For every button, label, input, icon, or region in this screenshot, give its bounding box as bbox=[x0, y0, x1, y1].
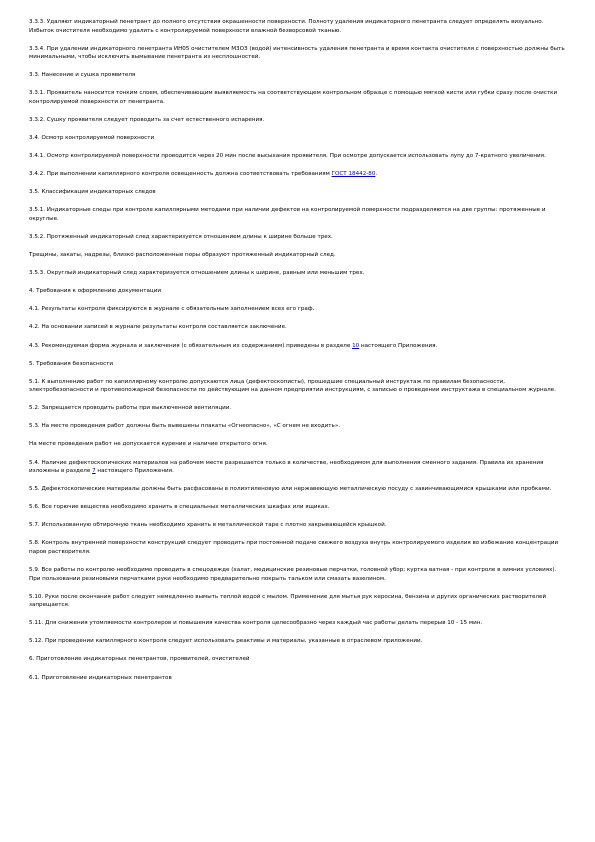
paragraph-text: 3.5.2. Протяженный индикаторный след характеризуется отношением длины к ширине больше трех. bbox=[29, 233, 333, 240]
document-reference-link[interactable]: ГОСТ 18442-80 bbox=[331, 171, 376, 178]
paragraph-text: 5.8. Контроль внутренней поверхности конструкций следует проводить при постоянной подаче свежего воздуха внутрь контролируемого изделия во избежание концентрации паров растворителя. bbox=[29, 540, 559, 555]
document-reference-link[interactable]: 7 bbox=[92, 468, 96, 475]
paragraph bbox=[29, 233, 567, 242]
paragraph-text: 6. Приготовление индикаторных пенетрантов, проявителей, очистителей bbox=[29, 656, 250, 663]
paragraph-text: Трещины, закаты, надрезы, близко расположенные поры образуют протяженный индикаторный след. bbox=[29, 252, 336, 259]
paragraph-text: 3.3. Нанесение и сушка проявителя bbox=[29, 72, 136, 79]
paragraph-text: 3.3.4. При удалении индикаторного пенетранта ИН05 очистителем М3ОЗ (водой) интенсивность удаления пенетранта и время контакта очистителя с поверхностью должны быть минимальными, чтобы исключить вымывание пенетранта из несплошностей. bbox=[29, 45, 565, 61]
paragraph bbox=[29, 440, 567, 449]
paragraph-text: 5.11. Для снижения утомляемости контролеров и повышения качества контроля целесообразно через каждый час работы делать перерыв 10 - 15 мин. bbox=[29, 620, 483, 627]
paragraph bbox=[29, 287, 567, 296]
paragraph bbox=[29, 170, 567, 179]
paragraph-text: На месте проведения работ не допускается курение и наличие открытого огня. bbox=[29, 441, 268, 448]
paragraph-text: 5.5. Дефектоскопические материалы должны быть расфасованы в полиэтиленовую или нержавеющую металлическую посуду с завинчивающимися крышками или пробками. bbox=[29, 486, 552, 493]
paragraph bbox=[29, 619, 567, 628]
paragraph-text: 4.3. Рекомендуемая форма журнала и заключения (с обязательным их содержанием) приведены в разделе bbox=[29, 342, 353, 349]
paragraph bbox=[29, 188, 567, 197]
paragraph bbox=[29, 503, 567, 512]
paragraph bbox=[29, 485, 567, 494]
paragraph bbox=[29, 134, 567, 143]
paragraph bbox=[29, 637, 567, 646]
paragraph bbox=[29, 593, 567, 610]
paragraph bbox=[29, 539, 567, 556]
document-reference-link[interactable]: 10 bbox=[352, 342, 360, 349]
paragraph bbox=[29, 305, 567, 314]
paragraph-text-tail: настоящего Приложения. bbox=[95, 468, 174, 475]
paragraph-text: 3.3.2. Сушку проявителя следует проводить за счет естественного испарения. bbox=[29, 116, 265, 123]
paragraph-text: 3.4.1. Осмотр контролируемой поверхности проводится через 20 мин после высыхания проявителя. При осмотре допускается использовать лупу до 7-кратного увеличения. bbox=[29, 153, 546, 160]
paragraph-text: 5. Требования безопасности bbox=[29, 360, 114, 367]
paragraph bbox=[29, 116, 567, 125]
paragraph-text: 5.12. При проведении капиллярного контроля следует использовать реактивы и материалы, указанные в отраслевом приложении. bbox=[29, 638, 423, 645]
paragraph-text: 5.7. Использованную обтирочную ткань необходимо хранить в металлической таре с плотно закрывающейся крышкой. bbox=[29, 522, 387, 529]
paragraph-text: 3.3.3. Удаляют индикаторный пенетрант до полного отсутствия окрашенности поверхности. Полноту удаления индикаторного пенетранта следует определять визуально. Избыток очистителя необходимо удалить с контролируемой поверхности влажной безворсовой тканью. bbox=[29, 19, 544, 34]
paragraph bbox=[29, 674, 567, 683]
paragraph-text: 5.6. Все горючие вещества необходимо хранить в специальных металлических шкафах или ящиках. bbox=[29, 504, 330, 511]
paragraph-text: 5.2. Запрещается проводить работы при выключенной вентиляции. bbox=[29, 405, 232, 412]
paragraph bbox=[29, 269, 567, 278]
paragraph-text: 5.1. К выполнению работ по капиллярному контролю допускаются лица (дефектоскописты), прошедшие специальный инструктаж по правилам безопасности, электробезопасности и противопожарной безопасности по действующим на данном предприятии инструкциям, с записью о проведении инструктажа в специальном журнале. bbox=[29, 378, 556, 394]
paragraph-text: 5.9. Все работы по контролю необходимо проводить в спецодежде (халат, медицинские резиновые перчатки, головной убор; куртка ватная - при контроле в зимних условиях). При пользовании резиновыми перчатками руки необходимо предварительно покрыть тальком или смазать вазелином. bbox=[29, 567, 557, 582]
paragraph bbox=[29, 342, 567, 351]
paragraph-text: 5.10. Руки после окончания работ следует немедленно вымыть теплой водой с мылом. Применение для мытья рук керосина, бензина и других органических растворителей запрещается. bbox=[29, 593, 547, 609]
paragraph-text: 5.3. На месте проведения работ должны быть вывешены плакаты «Огнеопасно», «С огнем не входить». bbox=[29, 423, 341, 430]
paragraph-text: 3.3.1. Проявитель наносится тонким слоем, обеспечивающим выявляемость на соответствующем контрольном образце с помощью мягкой кисти или губки сразу после очистки контролируемой поверхности от пенетранта. bbox=[29, 90, 558, 105]
paragraph bbox=[29, 152, 567, 161]
paragraph-text: 3.4.2. При выполнении капиллярного контроля освещенность должна соответствовать требованиям bbox=[29, 171, 332, 178]
paragraph-text: 3.5.1. Индикаторные следы при контроле капиллярными методами при наличии дефектов на контролируемой поверхности подразделяются на две группы: протяженные и округлые. bbox=[29, 207, 546, 222]
paragraph bbox=[29, 360, 567, 369]
paragraph bbox=[29, 404, 567, 413]
paragraph bbox=[29, 459, 567, 476]
paragraph-text: 4.1. Результаты контроля фиксируются в журнале с обязательным заполнением всех его граф. bbox=[29, 306, 315, 313]
paragraph bbox=[29, 378, 567, 395]
paragraph bbox=[29, 71, 567, 80]
paragraph bbox=[29, 89, 567, 106]
paragraph-text: 4. Требования к оформлению документации bbox=[29, 288, 161, 295]
paragraph-text: 4.2. На основании записей в журнале результаты контроля составляется заключение. bbox=[29, 324, 287, 331]
paragraph bbox=[29, 422, 567, 431]
paragraph-text: 3.4. Осмотр контролируемой поверхности bbox=[29, 134, 155, 141]
paragraph-text-tail: . bbox=[375, 171, 378, 178]
paragraph bbox=[29, 251, 567, 260]
paragraph-text-tail: настоящего Приложения. bbox=[359, 342, 438, 349]
paragraph bbox=[29, 566, 567, 583]
paragraph bbox=[29, 206, 567, 223]
paragraph-text: 3.5.3. Округлый индикаторный след характеризуется отношением длины к ширине, равным или меньшим трех. bbox=[29, 270, 365, 277]
paragraph bbox=[29, 45, 567, 62]
paragraph bbox=[29, 521, 567, 530]
paragraph-text: 6.1. Приготовление индикаторных пенетрантов bbox=[29, 674, 172, 681]
paragraph-text: 3.5. Классификация индикаторных следов bbox=[29, 189, 156, 196]
paragraph bbox=[29, 18, 567, 35]
paragraph bbox=[29, 655, 567, 664]
paragraph bbox=[29, 323, 567, 332]
paragraph-text: 5.4. Наличие дефектоскопических материалов на рабочем месте разрешается только в количестве, необходимом для выполнения сменного задания. Правила их хранения изложены в разделе bbox=[29, 459, 544, 475]
